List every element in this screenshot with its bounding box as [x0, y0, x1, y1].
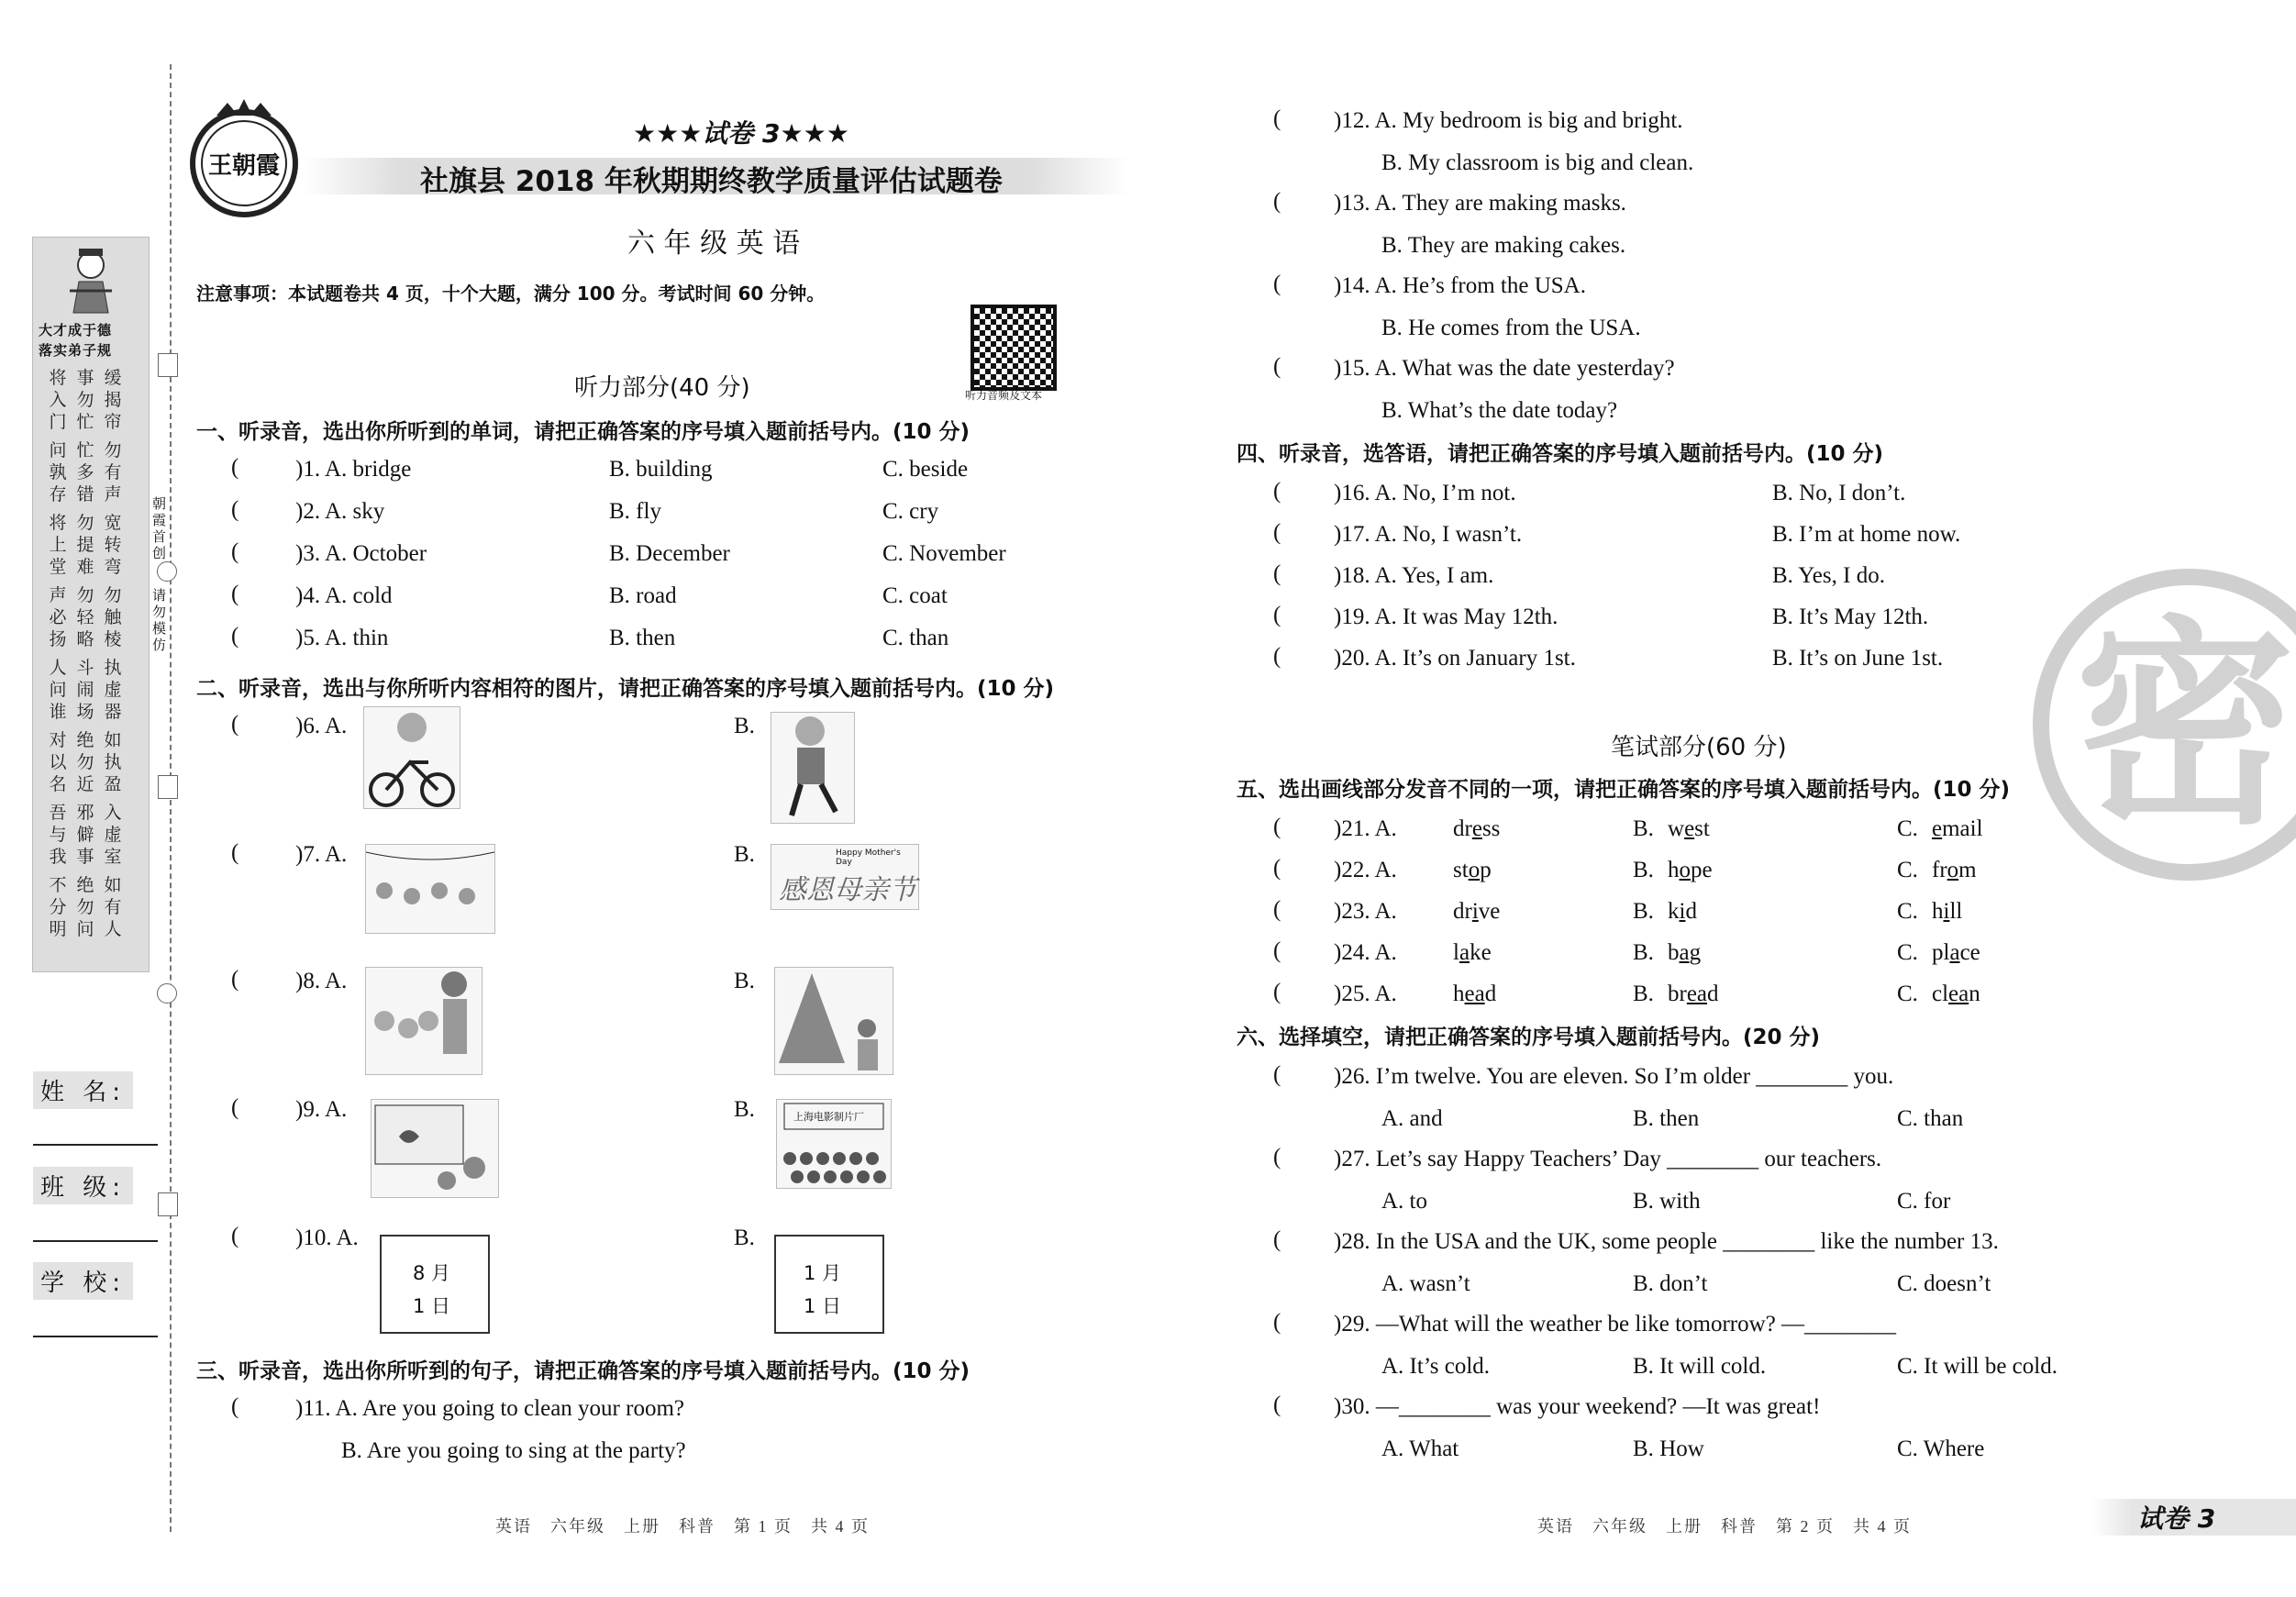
option-a: )1. A. bridge: [295, 457, 412, 482]
section3-heading: 三、听录音，选出你所听到的句子，请把正确答案的序号填入题前括号内。(10 分): [196, 1359, 971, 1383]
picture-9b-cinema: [776, 1099, 892, 1189]
question-11a: )11. A. Are you going to clean your room?: [295, 1396, 684, 1421]
answer-paren[interactable]: (: [1273, 1310, 1281, 1335]
picture-option-b-label: B.: [734, 1097, 755, 1122]
answer-paren[interactable]: (: [231, 582, 239, 606]
question-number: )24. A.: [1334, 940, 1397, 965]
paper-tag: ★★★试卷 3★★★: [633, 118, 849, 149]
question-number: )22. A.: [1334, 858, 1397, 882]
picture-9b-text: 上海电影制片厂: [793, 1111, 864, 1123]
school-label: 学 校:: [33, 1262, 133, 1300]
underlined-sound: ea: [1464, 981, 1485, 1006]
picture-option-b-label: B.: [734, 714, 755, 738]
option-b-word: bag: [1668, 940, 1702, 965]
option-b: B. It’s on June 1st.: [1772, 646, 1944, 671]
option-a: A. wasn’t: [1381, 1271, 1470, 1296]
question-number: )23. A.: [1334, 899, 1397, 924]
motto-column: 执虚器: [104, 658, 122, 722]
calendar-10a-day: 1 日: [413, 1295, 451, 1317]
option-a: )16. A. No, I’m not.: [1334, 481, 1516, 505]
option-a: )3. A. October: [295, 541, 427, 566]
option-c-label: C.: [1897, 858, 1918, 882]
motto-column: 绝勿问: [76, 875, 94, 939]
option-c-word: place: [1932, 940, 1980, 965]
picture-option-b-label: B.: [734, 842, 755, 867]
question-12a: )12. A. My bedroom is big and bright.: [1334, 108, 1683, 133]
answer-paren[interactable]: (: [1273, 980, 1281, 1004]
underlined-sound: a: [1679, 940, 1690, 965]
secret-watermark-seal: [2033, 569, 2296, 881]
question-12b: B. My classroom is big and clean.: [1381, 150, 1694, 175]
answer-paren[interactable]: (: [231, 1224, 239, 1248]
option-a: )4. A. cold: [295, 583, 393, 608]
answer-paren[interactable]: (: [1273, 815, 1281, 839]
question-stem: )29. —What will the weather be like tomorrow? —________: [1334, 1312, 1897, 1336]
option-b: B. It will cold.: [1633, 1354, 1767, 1379]
motto-column: 事勿忙: [76, 368, 94, 432]
option-b: B. then: [609, 626, 676, 650]
school-line[interactable]: [33, 1336, 158, 1337]
motto-column: 声必扬: [49, 585, 67, 649]
answer-paren[interactable]: (: [1273, 479, 1281, 504]
picture-option-b-label: B.: [734, 1225, 755, 1250]
option-a: )20. A. It’s on January 1st.: [1334, 646, 1576, 671]
binding-box-2: [158, 775, 178, 799]
picture-6a-boy-on-bike: [363, 706, 460, 809]
answer-paren-14[interactable]: (: [1273, 272, 1281, 296]
question-13b: B. They are making cakes.: [1381, 233, 1626, 258]
option-a: )17. A. No, I wasn’t.: [1334, 522, 1523, 547]
motto-column: 将上堂: [49, 513, 67, 577]
option-a-word: dress: [1453, 816, 1501, 841]
section2-heading: 二、听录音，选出与你所听内容相符的图片，请把正确答案的序号填入题前括号内。(10 分): [196, 677, 1055, 701]
question-14b: B. He comes from the USA.: [1381, 316, 1641, 340]
option-b-word: bread: [1668, 981, 1719, 1006]
name-label: 姓 名:: [33, 1071, 133, 1109]
option-a: A. It’s cold.: [1381, 1354, 1491, 1379]
option-c: C. than: [882, 626, 949, 650]
underlined-sound: o: [1947, 858, 1959, 882]
section1-heading: 一、听录音，选出你所听到的单词，请把正确答案的序号填入题前括号内。(10 分): [196, 420, 971, 444]
option-b-word: hope: [1668, 858, 1713, 882]
side-mark-2: 请勿模仿: [152, 587, 167, 653]
option-a-word: head: [1453, 981, 1497, 1006]
answer-paren[interactable]: (: [1273, 1062, 1281, 1087]
qr-code[interactable]: [971, 305, 1057, 391]
option-c-word: from: [1932, 858, 1977, 882]
answer-paren[interactable]: (: [1273, 520, 1281, 545]
picture-option-a-label: )9. A.: [295, 1097, 348, 1122]
motto-column: 绝勿近: [76, 730, 94, 794]
picture-option-a-label: )10. A.: [295, 1225, 359, 1250]
picture-option-a-label: )7. A.: [295, 842, 348, 867]
motto-column: 入虚室: [104, 803, 122, 867]
option-a-word: drive: [1453, 899, 1501, 924]
motto-column: 勿提难: [76, 513, 94, 577]
option-b-label: B.: [1633, 940, 1654, 965]
option-c: C. cry: [882, 499, 939, 524]
motto-column: 忙多错: [76, 440, 94, 505]
motto-column: 人问谁: [49, 658, 67, 722]
calendar-10b-month: 1 月: [804, 1262, 842, 1284]
option-b: B. then: [1633, 1106, 1700, 1131]
answer-paren[interactable]: (: [1273, 561, 1281, 586]
question-14a: )14. A. He’s from the USA.: [1334, 273, 1586, 298]
footer-page-1: 英语 六年级 上册 科普 第 1 页 共 4 页: [495, 1517, 870, 1536]
picture-option-b-label: B.: [734, 969, 755, 993]
brand-logo: [180, 95, 308, 224]
question-stem: )28. In the USA and the UK, some people ________ like the number 13.: [1334, 1229, 1999, 1254]
motto-column: 勿轻略: [76, 585, 94, 649]
option-b: B. building: [609, 457, 713, 482]
motto-column: 不分明: [49, 875, 67, 939]
answer-paren-11[interactable]: (: [231, 1394, 239, 1419]
option-a: )5. A. thin: [295, 626, 389, 650]
option-a: A. to: [1381, 1189, 1427, 1214]
question-stem: )30. —________ was your weekend? —It was great!: [1334, 1394, 1821, 1419]
motto-column: 邪僻事: [76, 803, 94, 867]
answer-paren[interactable]: (: [231, 455, 239, 480]
motto-column: 吾与我: [49, 803, 67, 867]
watermark-char: 密: [2075, 597, 2296, 854]
calendar-10b: [774, 1235, 884, 1334]
option-a: A. What: [1381, 1436, 1459, 1461]
option-c: C. doesn’t: [1897, 1271, 1991, 1296]
option-a: )18. A. Yes, I am.: [1334, 563, 1494, 588]
answer-paren[interactable]: (: [231, 624, 239, 649]
section4-heading: 四、听录音，选答语，请把正确答案的序号填入题前括号内。(10 分): [1237, 442, 1884, 466]
picture-7a-party: [365, 844, 495, 934]
answer-paren[interactable]: (: [231, 539, 239, 564]
option-b-label: B.: [1633, 981, 1654, 1006]
answer-paren[interactable]: (: [1273, 897, 1281, 922]
option-a-word: stop: [1453, 858, 1492, 882]
calendar-10b-day: 1 日: [804, 1295, 842, 1317]
exam-subtitle: 六 年 级 英 语: [627, 227, 801, 260]
question-13a: )13. A. They are making masks.: [1334, 191, 1626, 216]
underlined-sound: a: [1459, 940, 1470, 965]
answer-paren[interactable]: (: [231, 1095, 239, 1120]
answer-paren[interactable]: (: [1273, 938, 1281, 963]
underlined-sound: e: [1471, 816, 1482, 841]
option-c-label: C.: [1897, 899, 1918, 924]
underlined-sound: ea: [1948, 981, 1969, 1006]
picture-8b-christmas-tree: [774, 967, 893, 1075]
option-b: B. I’m at home now.: [1772, 522, 1961, 547]
calendar-10a-month: 8 月: [413, 1262, 451, 1284]
section6-heading: 六、选择填空，请把正确答案的序号填入题前括号内。(20 分): [1237, 1026, 1821, 1049]
motto-column: 对以名: [49, 730, 67, 794]
option-b: B. don’t: [1633, 1271, 1708, 1296]
answer-paren[interactable]: (: [231, 840, 239, 865]
picture-9a-aquarium: [371, 1099, 499, 1198]
motto-column: 将入门: [49, 368, 67, 432]
answer-paren[interactable]: (: [1273, 1227, 1281, 1252]
option-c: C. Where: [1897, 1436, 1985, 1461]
option-b-word: west: [1668, 816, 1710, 841]
exam-notice: 注意事项：本试题卷共 4 页，十个大题，满分 100 分。考试时间 60 分钟。: [196, 283, 826, 305]
option-b-label: B.: [1633, 858, 1654, 882]
option-b: B. with: [1633, 1189, 1701, 1214]
binding-hole-1: [157, 561, 177, 582]
binding-hole-2: [157, 983, 177, 1004]
option-c: C. coat: [882, 583, 948, 608]
answer-paren-13[interactable]: (: [1273, 189, 1281, 214]
option-c: C. for: [1897, 1189, 1951, 1214]
picture-option-a-label: )6. A.: [295, 714, 348, 738]
class-label: 班 级:: [33, 1167, 133, 1204]
answer-paren[interactable]: (: [1273, 644, 1281, 669]
option-a: )2. A. sky: [295, 499, 385, 524]
footer-paper-tag: 试卷 3: [2137, 1503, 2216, 1534]
question-stem: )26. I’m twelve. You are eleven. So I’m older ________ you.: [1334, 1064, 1894, 1089]
underlined-sound: i: [1679, 899, 1686, 924]
motto-top-1: 大才成于德: [39, 322, 113, 338]
option-a: )19. A. It was May 12th.: [1334, 604, 1558, 629]
option-b: B. It’s May 12th.: [1772, 604, 1929, 629]
motto-top-2: 落实弟子规: [39, 342, 113, 359]
option-c-label: C.: [1897, 981, 1918, 1006]
answer-paren[interactable]: (: [231, 497, 239, 522]
option-c-word: hill: [1932, 899, 1963, 924]
brand-logo-text: 王朝霞: [207, 152, 280, 180]
option-c: C. November: [882, 541, 1006, 566]
answer-paren[interactable]: (: [231, 712, 239, 737]
underlined-sound: e: [1932, 816, 1943, 841]
name-line[interactable]: [33, 1144, 158, 1146]
option-b: B. fly: [609, 499, 661, 524]
picture-7b-mothers-day: [771, 844, 919, 910]
option-b-label: B.: [1633, 816, 1654, 841]
underlined-sound: o: [1468, 858, 1481, 882]
motto-column: 斗闹场: [76, 658, 94, 722]
answer-paren[interactable]: (: [1273, 1392, 1281, 1417]
option-c-word: email: [1932, 816, 1983, 841]
option-a-word: lake: [1453, 940, 1492, 965]
exam-title: 社旗县 2018 年秋期期终教学质量评估试题卷: [420, 165, 1003, 198]
underlined-sound: a: [1949, 940, 1960, 965]
section5-heading: 五、选出画线部分发音不同的一项，请把正确答案的序号填入题前括号内。(10 分): [1237, 778, 2011, 802]
underlined-sound: o: [1679, 858, 1691, 882]
underlined-sound: i: [1943, 899, 1950, 924]
answer-paren[interactable]: (: [1273, 856, 1281, 881]
motto-column: 如有人: [104, 875, 122, 939]
picture-8a-teacher-children: [365, 967, 482, 1075]
motto-column: 勿触棱: [104, 585, 122, 649]
option-c-label: C.: [1897, 816, 1918, 841]
answer-paren[interactable]: (: [231, 967, 239, 992]
answer-paren-12[interactable]: (: [1273, 106, 1281, 131]
picture-7b-small-text: Happy Mother's Day: [836, 848, 901, 867]
answer-paren-15[interactable]: (: [1273, 354, 1281, 379]
motto-column: 如执盈: [104, 730, 122, 794]
side-mark-1: 朝霞首创: [152, 495, 167, 561]
option-b: B. No, I don’t.: [1772, 481, 1906, 505]
question-number: )25. A.: [1334, 981, 1397, 1006]
listening-heading: 听力部分(40 分): [574, 374, 750, 402]
option-b: B. road: [609, 583, 677, 608]
mascot-figure: [61, 245, 121, 315]
binding-box-3: [158, 1192, 178, 1216]
question-11b: B. Are you going to sing at the party?: [341, 1438, 686, 1463]
option-a: A. and: [1381, 1106, 1443, 1131]
underlined-sound: i: [1471, 899, 1479, 924]
option-c: C. It will be cold.: [1897, 1354, 2058, 1379]
answer-paren[interactable]: (: [1273, 603, 1281, 627]
picture-option-a-label: )8. A.: [295, 969, 348, 993]
footer-page-2: 英语 六年级 上册 科普 第 2 页 共 4 页: [1537, 1517, 1912, 1536]
binding-box-1: [158, 353, 178, 377]
underlined-sound: ea: [1686, 981, 1708, 1006]
option-c-word: clean: [1932, 981, 1980, 1006]
underlined-sound: e: [1684, 816, 1695, 841]
question-number: )21. A.: [1334, 816, 1397, 841]
answer-paren[interactable]: (: [1273, 1145, 1281, 1170]
picture-6b-boy-walking: [771, 712, 855, 824]
qr-caption: 听力音频及文本: [965, 389, 1043, 402]
calendar-10a: [380, 1235, 490, 1334]
option-c: C. than: [1897, 1106, 1964, 1131]
motto-column: 缓揭帘: [104, 368, 122, 432]
option-b: B. How: [1633, 1436, 1704, 1461]
question-stem: )27. Let’s say Happy Teachers’ Day ________ our teachers.: [1334, 1147, 1882, 1171]
question-15b: B. What’s the date today?: [1381, 398, 1618, 423]
option-c: C. beside: [882, 457, 969, 482]
writing-heading: 笔试部分(60 分): [1611, 734, 1787, 761]
option-b: B. Yes, I do.: [1772, 563, 1885, 588]
option-c-label: C.: [1897, 940, 1918, 965]
question-15a: )15. A. What was the date yesterday?: [1334, 356, 1675, 381]
picture-7b-text: 感恩母亲节: [779, 874, 916, 906]
motto-column: 勿有声: [104, 440, 122, 505]
option-b-label: B.: [1633, 899, 1654, 924]
option-b-word: kid: [1668, 899, 1697, 924]
motto-column: 问孰存: [49, 440, 67, 505]
option-b: B. December: [609, 541, 730, 566]
class-line[interactable]: [33, 1240, 158, 1242]
motto-column: 宽转弯: [104, 513, 122, 577]
